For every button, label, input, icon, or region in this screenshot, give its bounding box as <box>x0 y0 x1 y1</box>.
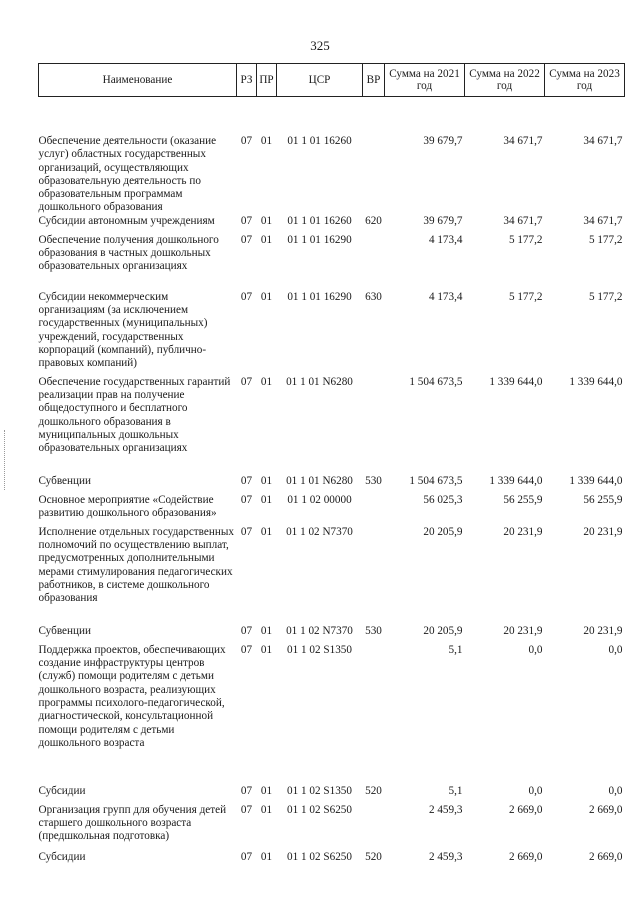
row-sum-2023: 2 669,0 <box>588 803 623 816</box>
row-sum-2023: 0,0 <box>608 784 623 797</box>
row-sum-2022: 2 669,0 <box>508 803 543 816</box>
page-number: 325 <box>310 38 330 53</box>
row-sum-2022: 5 177,2 <box>508 233 543 246</box>
row-pr: 01 <box>260 784 273 797</box>
row-rz: 07 <box>240 493 253 506</box>
row-csr: 01 1 02 S6250 <box>287 850 352 863</box>
table-row <box>39 494 625 526</box>
table-row <box>39 644 625 785</box>
row-pr: 01 <box>260 214 273 227</box>
row-name: Субсидии <box>38 784 86 797</box>
row-pr: 01 <box>260 290 273 303</box>
row-rz: 07 <box>240 803 253 816</box>
row-vr <box>363 494 385 526</box>
row-sum-2023: 20 231,9 <box>583 624 623 637</box>
row-rz: 07 <box>240 624 253 637</box>
row-sum-2022: 20 231,9 <box>503 624 543 637</box>
row-name: Обеспечение государственных гарантий реализации прав на получение общедоступного и бесплатного дошкольного образования в муниципальных дошкольных образовательных организациях <box>38 375 231 455</box>
header-csr: ЦСР <box>277 64 363 97</box>
row-name: Организация групп для обучения детей старшего дошкольного возраста (предшкольная подготовка) <box>38 803 227 843</box>
row-vr: 630 <box>365 290 382 303</box>
table-row <box>39 851 625 870</box>
row-vr <box>363 234 385 291</box>
row-sum-2023: 1 339 644,0 <box>569 474 623 487</box>
row-sum-2023: 20 231,9 <box>583 525 623 538</box>
header-name: Наименование <box>39 64 237 97</box>
row-name: Исполнение отдельных государственных полномочий по осуществлению выплат, предусмотренных дополнительными мерами стимулирования педагогических работников, в системе дошкольного образования <box>38 525 234 605</box>
row-sum-2021: 1 504 673,5 <box>409 474 463 487</box>
row-sum-2023: 5 177,2 <box>588 290 623 303</box>
row-name: Обеспечение получения дошкольного образования в частных дошкольных образовательных организациях <box>38 233 219 273</box>
row-pr: 01 <box>260 624 273 637</box>
row-sum-2021: 2 459,3 <box>428 803 463 816</box>
row-csr: 01 1 01 16260 <box>287 214 352 227</box>
row-sum-2022: 1 339 644,0 <box>489 474 543 487</box>
row-vr: 520 <box>365 850 382 863</box>
table-row <box>39 376 625 475</box>
row-sum-2021: 20 205,9 <box>423 525 463 538</box>
row-vr <box>363 376 385 475</box>
row-pr: 01 <box>260 525 273 538</box>
row-sum-2022: 56 255,9 <box>503 493 543 506</box>
table-row <box>39 291 625 376</box>
row-name: Субвенции <box>38 474 91 487</box>
row-sum-2022: 20 231,9 <box>503 525 543 538</box>
row-sum-2021: 39 679,7 <box>423 135 463 147</box>
row-rz: 07 <box>240 525 253 538</box>
row-vr <box>363 644 385 785</box>
row-pr: 01 <box>260 850 273 863</box>
row-sum-2022: 2 669,0 <box>508 850 543 863</box>
margin-mark <box>4 430 7 490</box>
header-pr: ПР <box>257 64 277 97</box>
row-sum-2021: 2 459,3 <box>428 850 463 863</box>
row-rz: 07 <box>240 850 253 863</box>
row-csr: 01 1 02 00000 <box>287 493 352 506</box>
row-csr: 01 1 02 S1350 <box>287 784 352 797</box>
row-csr: 01 1 01 16290 <box>287 233 352 246</box>
row-sum-2021: 39 679,7 <box>423 214 463 227</box>
row-sum-2021: 4 173,4 <box>428 290 463 303</box>
row-rz: 07 <box>240 375 253 388</box>
row-sum-2022: 5 177,2 <box>508 290 543 303</box>
header-sum-2022: Сумма на 2022 год <box>465 64 545 97</box>
row-sum-2022: 0,0 <box>528 643 543 656</box>
row-name: Субсидии <box>38 850 86 863</box>
row-rz: 07 <box>240 784 253 797</box>
row-rz: 07 <box>240 214 253 227</box>
table-row <box>39 625 625 644</box>
row-sum-2023: 1 339 644,0 <box>569 375 623 388</box>
row-rz: 07 <box>240 290 253 303</box>
table-row <box>39 785 625 804</box>
row-rz: 07 <box>240 233 253 246</box>
header-vr: ВР <box>363 64 385 97</box>
table-header-row <box>39 64 625 97</box>
row-csr: 01 1 02 N7370 <box>286 624 353 637</box>
row-vr <box>363 804 385 851</box>
row-sum-2023: 2 669,0 <box>588 850 623 863</box>
header-sum-2021: Сумма на 2021 год <box>385 64 465 97</box>
row-pr: 01 <box>260 233 273 246</box>
row-name: Субсидии некоммерческим организациям (за исключением государственных (муниципальных) учреждений, государственных корпораций (компаний), публично-правовых компаний) <box>38 290 208 370</box>
row-pr: 01 <box>260 135 273 147</box>
row-name: Поддержка проектов, обеспечивающих создание инфраструктуры центров (служб) помощи родителям с детьми дошкольного возраста, реализующих программы психолого-педагогической, диагностической, консультационной помощи родителям с детьми дошкольного возраста <box>38 643 226 749</box>
row-sum-2021: 5,1 <box>448 643 463 656</box>
row-vr: 530 <box>365 624 382 637</box>
row-vr <box>363 526 385 625</box>
row-sum-2021: 4 173,4 <box>428 233 463 246</box>
row-vr <box>363 97 385 215</box>
row-vr: 530 <box>365 474 382 487</box>
table-row <box>39 97 625 215</box>
row-csr: 01 1 02 S1350 <box>287 643 352 656</box>
row-sum-2023: 56 255,9 <box>583 493 623 506</box>
row-pr: 01 <box>260 803 273 816</box>
header-rz: РЗ <box>237 64 257 97</box>
row-sum-2021: 5,1 <box>448 784 463 797</box>
table-row <box>39 215 625 234</box>
budget-table <box>38 63 625 870</box>
row-csr: 01 1 02 N7370 <box>286 525 353 538</box>
row-sum-2022: 34 671,7 <box>503 214 543 227</box>
table-row <box>39 526 625 625</box>
row-sum-2022: 34 671,7 <box>503 135 543 147</box>
row-sum-2023: 5 177,2 <box>588 233 623 246</box>
row-sum-2023: 0,0 <box>608 643 623 656</box>
row-csr: 01 1 02 S6250 <box>287 803 352 816</box>
row-name: Субвенции <box>38 624 91 637</box>
row-name: Субсидии автономным учреждениям <box>38 214 215 227</box>
table-row <box>39 475 625 494</box>
row-sum-2023: 34 671,7 <box>583 214 623 227</box>
row-csr: 01 1 01 16260 <box>287 135 352 147</box>
row-sum-2021: 56 025,3 <box>423 493 463 506</box>
row-csr: 01 1 01 N6280 <box>286 375 353 388</box>
row-pr: 01 <box>260 493 273 506</box>
row-rz: 07 <box>240 643 253 656</box>
row-sum-2022: 1 339 644,0 <box>489 375 543 388</box>
row-csr: 01 1 01 16290 <box>287 290 352 303</box>
row-sum-2021: 20 205,9 <box>423 624 463 637</box>
row-sum-2021: 1 504 673,5 <box>409 375 463 388</box>
table-row <box>39 804 625 851</box>
row-pr: 01 <box>260 474 273 487</box>
row-csr: 01 1 01 N6280 <box>286 474 353 487</box>
table-row <box>39 234 625 291</box>
row-name: Основное мероприятие «Содействие развитию дошкольного образования» <box>38 493 217 520</box>
row-vr: 520 <box>365 784 382 797</box>
row-rz: 07 <box>240 474 253 487</box>
row-sum-2022: 0,0 <box>528 784 543 797</box>
header-sum-2023: Сумма на 2023 год <box>545 64 625 97</box>
row-vr: 620 <box>365 214 382 227</box>
row-rz: 07 <box>240 135 253 147</box>
row-pr: 01 <box>260 643 273 656</box>
row-sum-2023: 34 671,7 <box>583 135 623 147</box>
row-pr: 01 <box>260 375 273 388</box>
row-name: Обеспечение деятельности (оказание услуг) областных государственных организаций, осуществляющих образовательную деятельность по образовательным программам дошкольного образования <box>38 135 217 214</box>
